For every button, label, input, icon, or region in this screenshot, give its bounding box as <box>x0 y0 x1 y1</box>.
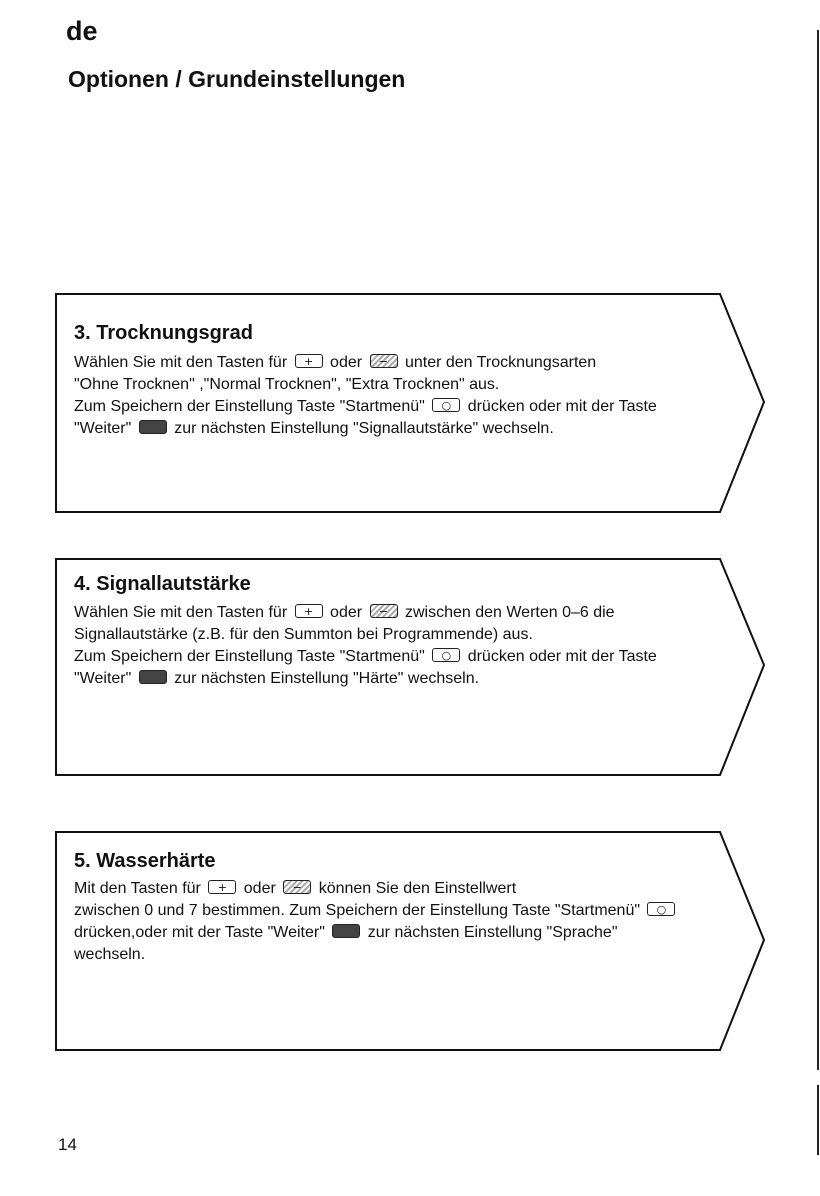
text-line <box>74 668 657 690</box>
section-title: 4. Signallautstärke <box>74 573 251 595</box>
section-box-signal <box>56 557 768 777</box>
text-segment: oder <box>325 604 367 621</box>
text-segment: drücken,oder mit der Taste "Weiter" <box>74 924 330 941</box>
minus-key-icon: − <box>370 354 398 368</box>
text-line <box>74 878 678 900</box>
text-line <box>74 922 678 944</box>
startmenu-key-icon: ○ <box>432 648 460 662</box>
text-segment: drücken oder mit der Taste <box>463 648 657 665</box>
text-segment: wechseln. <box>74 946 146 963</box>
page-number: 14 <box>58 1135 77 1154</box>
section-title: 3. Trocknungsgrad <box>74 322 253 344</box>
text-segment: Mit den Tasten für <box>74 880 206 897</box>
plus-key-icon: + <box>295 604 323 618</box>
text-line <box>74 374 657 396</box>
section-box-water-hardness <box>56 830 768 1052</box>
text-segment: zur nächsten Einstellung "Sprache" <box>363 924 618 941</box>
minus-key-icon: − <box>283 880 311 894</box>
text-segment: können Sie den Einstellwert <box>314 880 517 897</box>
startmenu-key-icon: ○ <box>647 902 675 916</box>
next-key-icon <box>139 420 167 434</box>
minus-key-icon: − <box>370 604 398 618</box>
text-segment: zur nächsten Einstellung "Signallautstärke" wechseln. <box>169 420 554 437</box>
text-segment: "Weiter" <box>74 420 136 437</box>
text-segment: drücken oder mit der Taste <box>463 398 657 415</box>
startmenu-key-icon: ○ <box>432 398 460 412</box>
text-segment: Wählen Sie mit den Tasten für <box>74 604 292 621</box>
text-segment: oder <box>239 880 281 897</box>
text-line <box>74 646 657 668</box>
section-body <box>74 602 657 690</box>
text-line <box>74 602 657 624</box>
text-line <box>74 396 657 418</box>
text-line <box>74 352 657 374</box>
text-segment: zwischen den Werten 0–6 die <box>400 604 615 621</box>
text-segment: unter den Trocknungsarten <box>400 354 597 371</box>
language-code: de <box>66 16 98 46</box>
text-segment: oder <box>325 354 367 371</box>
text-line <box>74 624 657 646</box>
text-segment: Zum Speichern der Einstellung Taste "Startmenü" <box>74 398 430 415</box>
section-body <box>74 878 678 966</box>
text-segment: Signallautstärke (z.B. für den Summton bei Programmende) aus. <box>74 626 533 643</box>
bottom-right-border <box>817 1085 819 1155</box>
text-segment: zur nächsten Einstellung "Härte" wechseln. <box>169 670 480 687</box>
text-segment: zwischen 0 und 7 bestimmen. Zum Speichern der Einstellung Taste "Startmenü" <box>74 902 645 919</box>
plus-key-icon: + <box>295 354 323 368</box>
section-body <box>74 352 657 440</box>
plus-key-icon: + <box>208 880 236 894</box>
text-segment: "Ohne Trocknen" ,"Normal Trocknen", "Extra Trocknen" aus. <box>74 376 500 393</box>
text-segment: "Weiter" <box>74 670 136 687</box>
right-page-border <box>817 30 819 1070</box>
text-line <box>74 418 657 440</box>
text-line <box>74 900 678 922</box>
page-title: Optionen / Grundeinstellungen <box>68 66 406 92</box>
next-key-icon <box>332 924 360 938</box>
section-box-drying <box>56 292 768 514</box>
text-line <box>74 944 678 966</box>
next-key-icon <box>139 670 167 684</box>
text-segment: Wählen Sie mit den Tasten für <box>74 354 292 371</box>
section-title: 5. Wasserhärte <box>74 850 216 872</box>
text-segment: Zum Speichern der Einstellung Taste "Startmenü" <box>74 648 430 665</box>
